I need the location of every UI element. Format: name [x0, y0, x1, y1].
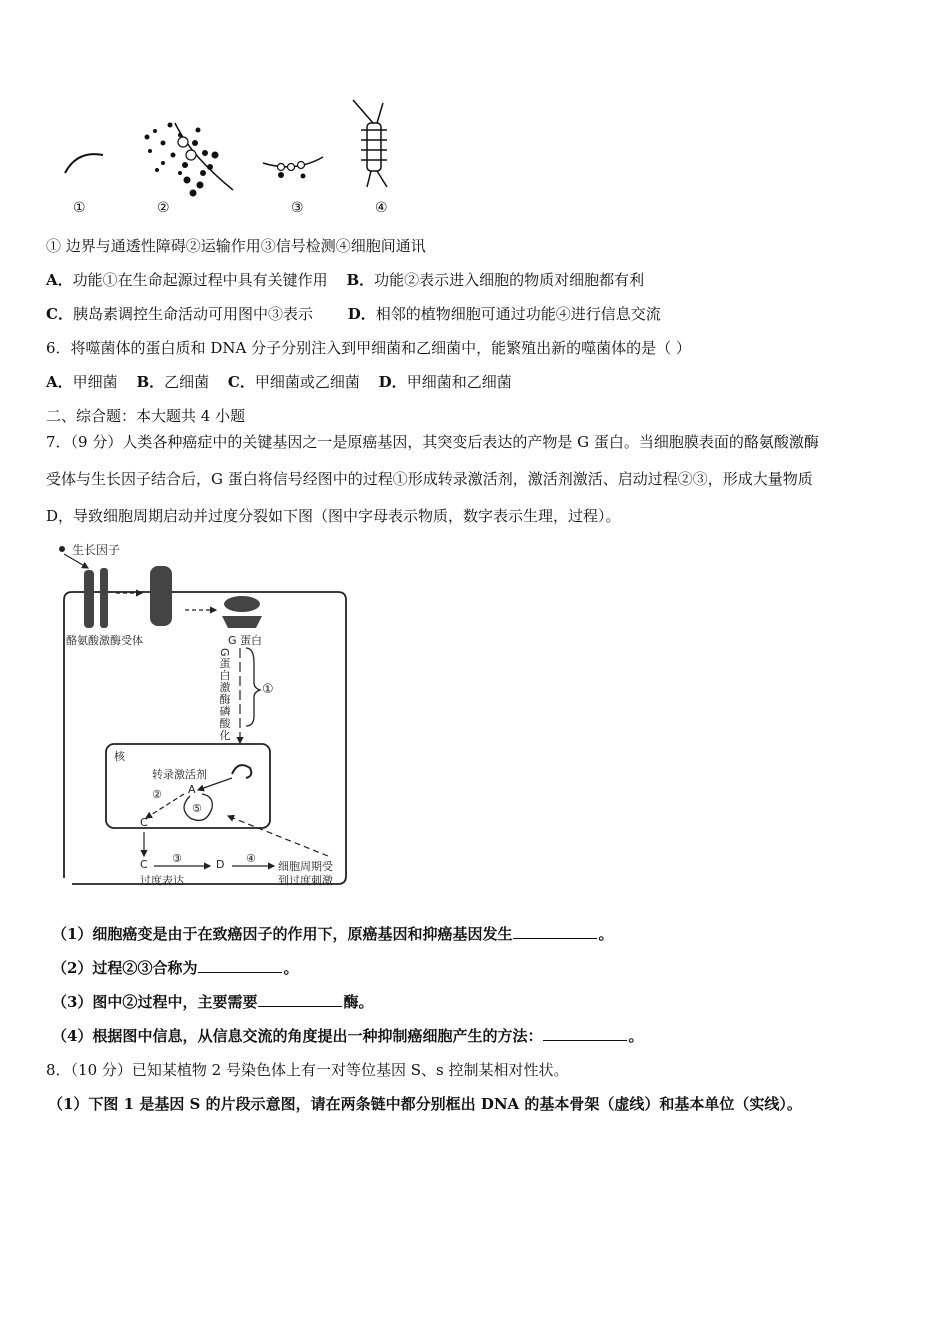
figure-label-4: ④: [375, 200, 388, 216]
q6-option-d-key: D．: [378, 373, 407, 391]
overexpression-label: 过度表达: [140, 874, 184, 887]
q5-option-d-text: 相邻的植物细胞可通过功能④进行信息交流: [375, 305, 661, 323]
q8-sub-1: （1）下图 1 是基因 S 的片段示意图，请在两条链中都分别框出 DNA 的基本骨架（虚线）和基本单位（实线）。: [48, 1095, 802, 1113]
substance-d-label: D: [216, 858, 225, 871]
q5-legend: ① 边界与通透性障碍②运输作用③信号检测④细胞间通讯: [46, 237, 426, 255]
q7-sub-2-text: （2）过程②③合称为: [52, 959, 198, 977]
q6-stem: 6．将噬菌体的蛋白质和 DNA 分子分别注入到甲细菌和乙细菌中，能繁殖出新的噬菌体的是（ ）: [46, 339, 691, 357]
q7-sub-3-text: （3）图中②过程中，主要需要: [52, 993, 258, 1011]
process-3-label: ③: [172, 852, 182, 865]
q5-option-c-text: 胰岛素调控生命活动可用图中③表示: [72, 305, 313, 323]
substance-c-outer-label: C: [140, 858, 148, 871]
q7-stem-line-3: D，导致细胞周期启动并过度分裂如下图（图中字母表示物质，数字表示生理，过程）。: [46, 507, 621, 525]
receptor-label: 酪氨酸激酶受体: [66, 634, 143, 647]
q5-option-c-key: C．: [46, 305, 73, 323]
q7-sub-1-text: （1）细胞癌变是由于在致癌因子的作用下，原癌基因和抑癌基因发生: [52, 925, 513, 943]
q7-sub-4-end: 。: [628, 1027, 644, 1045]
q7-sub-4: [52, 1026, 643, 1046]
q7-sub-4-text: （4）根据图中信息，从信息交流的角度提出一种抑制癌细胞产生的方法：: [52, 1027, 543, 1045]
q5-option-d-key: D．: [347, 305, 376, 323]
q7-sub-3: [52, 992, 373, 1012]
q6-option-c-key: C．: [227, 373, 255, 391]
membrane-function-figure: [55, 95, 415, 225]
q7-sub-1-end: 。: [598, 925, 614, 943]
q7-sub-4-answer-blank[interactable]: [543, 1026, 627, 1041]
q7-sub-3-answer-blank[interactable]: [258, 992, 342, 1007]
cell-cycle-label-2: 到过度刺激: [278, 874, 333, 887]
q7-sub-3-end: 酶。: [343, 993, 374, 1011]
q7-stem-line-1: 7．（9 分）人类各种癌症中的关键基因之一是原癌基因，其突变后表达的产物是 G 蛋白。当细胞膜表面的酪氨酸激酶: [46, 433, 819, 451]
q6-option-a-text: 甲细菌: [72, 373, 118, 391]
process-5-label: ⑤: [192, 802, 202, 815]
q5-option-b-key: B．: [346, 271, 375, 289]
figure-label-1: ①: [73, 200, 86, 216]
process-2-label: ②: [152, 788, 162, 801]
q5-options-row-1: [46, 270, 644, 290]
q7-sub-2: [52, 958, 298, 978]
q7-sub-1: [52, 924, 613, 944]
process-4-label: ④: [246, 852, 256, 865]
process-1-label: ①: [262, 682, 274, 697]
q5-option-a-key: A．: [46, 271, 73, 289]
q7-stem-line-2: 受体与生长因子结合后，G 蛋白将信号经图中的过程①形成转录激活剂，激活剂激活、启动过程②③，形成大量物质: [46, 470, 813, 488]
q6-option-a-key: A．: [46, 373, 73, 391]
q6-option-b-text: 乙细菌: [164, 373, 210, 391]
g-protein-vertical-label: G蛋白激酶磷酸化: [218, 648, 231, 742]
figure-label-2: ②: [157, 200, 170, 216]
activator-label: 转录激活剂: [152, 768, 207, 781]
membrane-sketches-icon: [55, 95, 415, 225]
substance-a-label: A: [188, 783, 196, 796]
growth-factor-label: 生长因子: [72, 543, 121, 557]
figure-label-3: ③: [291, 200, 304, 216]
q6-option-d-text: 甲细菌和乙细菌: [406, 373, 512, 391]
g-protein-label: G 蛋白: [228, 634, 263, 647]
q6-options: [46, 372, 512, 392]
q5-option-a-text: 功能①在生命起源过程中具有关键作用: [72, 271, 328, 289]
q5-options-row-2: [46, 304, 661, 324]
cell-cycle-label-1: 细胞周期受: [278, 860, 333, 873]
q6-option-b-key: B．: [136, 373, 165, 391]
q7-sub-2-end: 。: [283, 959, 299, 977]
q7-sub-1-answer-blank[interactable]: [513, 924, 597, 939]
q7-sub-2-answer-blank[interactable]: [198, 958, 282, 973]
substance-c-inner-label: C: [140, 816, 148, 829]
section-2-heading: 二、综合题：本大题共 4 小题: [46, 407, 246, 425]
q8-stem: 8．（10 分）已知某植物 2 号染色体上有一对等位基因 S、s 控制某相对性状。: [46, 1061, 569, 1079]
q5-option-b-text: 功能②表示进入细胞的物质对细胞都有利: [374, 271, 645, 289]
q6-option-c-text: 甲细菌或乙细菌: [254, 373, 360, 391]
cancer-signaling-diagram: [50, 538, 390, 898]
nucleus-label: 核: [114, 750, 125, 763]
